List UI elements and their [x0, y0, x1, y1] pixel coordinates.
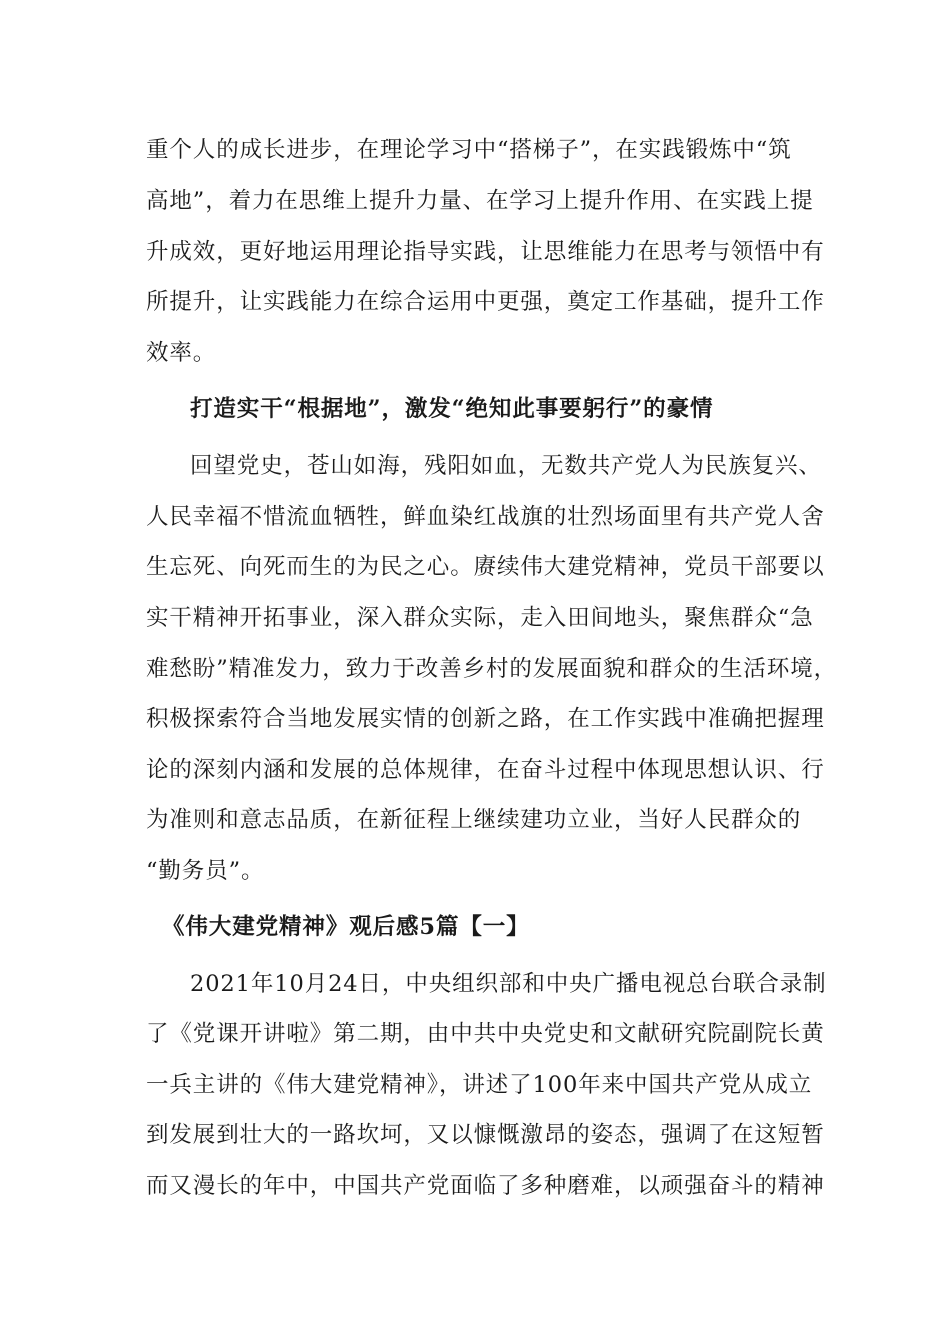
para3-line-1: 2021年10月24日，中央组织部和中央广播电视总台联合录制 — [190, 971, 827, 997]
para2-line-5: 难愁盼”精准发力，致力于改善乡村的发展面貌和群众的生活环境， — [146, 656, 838, 682]
para1-line-2: 高地”，着力在思维上提升力量、在学习上提升作用、在实践上提 — [146, 188, 814, 214]
article-title-heading: 《伟大建党精神》观后感5篇【一】 — [162, 914, 530, 940]
para2-line-4: 实干精神开拓事业，深入群众实际，走入田间地头，聚焦群众“急 — [146, 605, 814, 631]
para2-line-7: 论的深刻内涵和发展的总体规律，在奋斗过程中体现思想认识、行 — [146, 757, 825, 783]
para1-line-1: 重个人的成长进步，在理论学习中“搭梯子”，在实践锻炼中“筑 — [146, 137, 792, 163]
para2-line-9: “勤务员”。 — [146, 858, 265, 884]
para2-line-8: 为准则和意志品质，在新征程上继续建功立业，当好人民群众的 — [146, 807, 802, 833]
para1-line-4: 所提升，让实践能力在综合运用中更强，奠定工作基础，提升工作 — [146, 289, 825, 315]
section-heading: 打造实干“根据地”，激发“绝知此事要躬行”的豪情 — [190, 396, 714, 422]
para2-line-3: 生忘死、向死而生的为民之心。赓续伟大建党精神，党员干部要以 — [146, 554, 825, 580]
para1-line-5: 效率。 — [146, 340, 217, 366]
para2-line-6: 积极探索符合当地发展实情的创新之路，在工作实践中准确把握理 — [146, 706, 825, 732]
para2-line-1: 回望党史，苍山如海，残阳如血，无数共产党人为民族复兴、 — [190, 453, 822, 479]
para3-line-5: 而又漫长的年中，中国共产党面临了多种磨难，以顽强奋斗的精神 — [146, 1173, 825, 1199]
para1-line-3: 升成效，更好地运用理论指导实践，让思维能力在思考与领悟中有 — [146, 239, 825, 265]
para3-line-2: 了《党课开讲啦》第二期，由中共中央党史和文献研究院副院长黄 — [146, 1021, 825, 1047]
para3-line-4: 到发展到壮大的一路坎坷，又以慷慨激昂的姿态，强调了在这短暂 — [146, 1122, 825, 1148]
para2-line-2: 人民幸福不惜流血牺牲，鲜血染红战旗的壮烈场面里有共产党人舍 — [146, 504, 825, 530]
para3-line-3: 一兵主讲的《伟大建党精神》，讲述了100年来中国共产党从成立 — [146, 1072, 813, 1098]
